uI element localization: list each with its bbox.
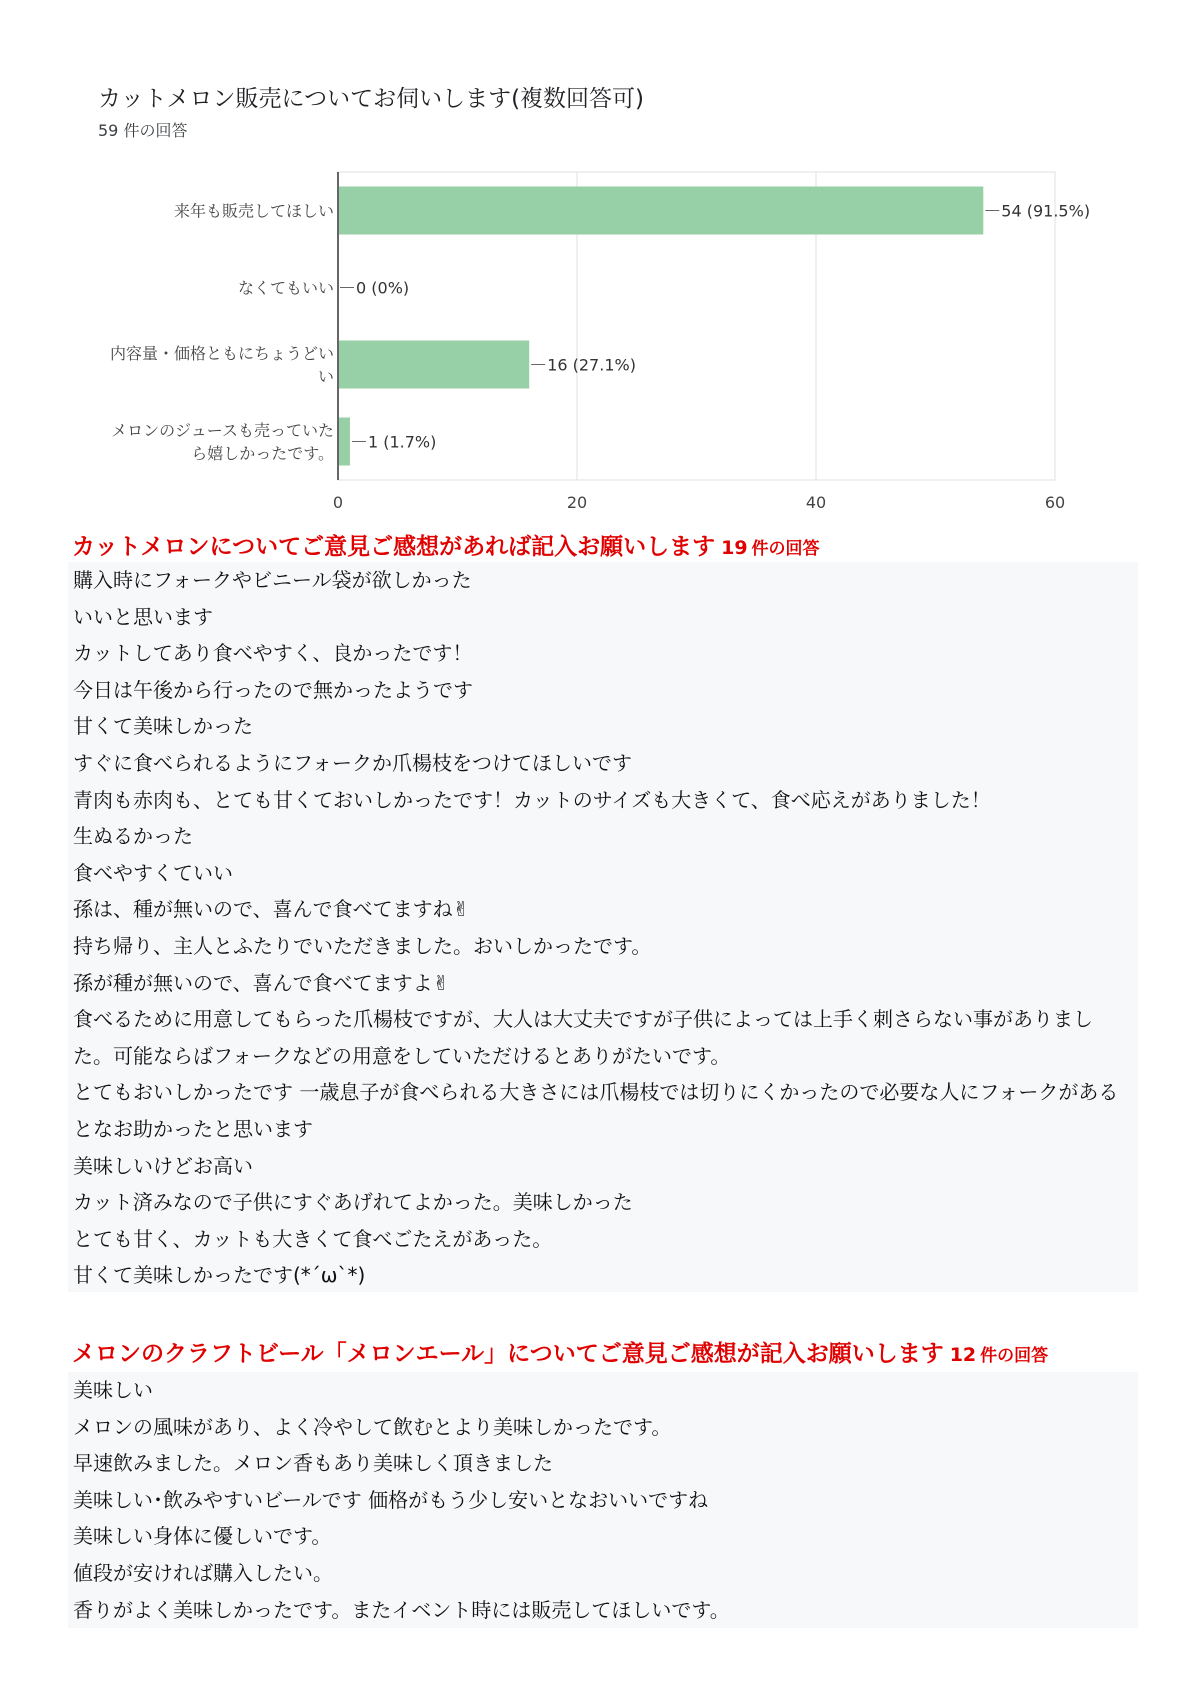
responses-list-cut-melon [68, 562, 1138, 1292]
response-item: 美味しい･飲みやすいビールです 価格がもう少し安いとなおいいですね [73, 1487, 709, 1512]
bar [339, 187, 983, 235]
response-item: 美味しい [73, 1378, 153, 1402]
response-item: とても甘く、カットも大きくて食べごたえがあった。 [73, 1226, 553, 1251]
response-count-suffix: 件の回答 [980, 1346, 1049, 1366]
response-item: カット済みなので子供にすぐあげれてよかった。美味しかった [73, 1190, 633, 1215]
chart-response-count: 59 件の回答 [98, 121, 188, 140]
category-label: なくてもいい [237, 278, 334, 298]
x-tick-label: 0 [332, 493, 344, 510]
response-item: カットしてあり食べやすく、良かったです！ [73, 641, 473, 666]
response-item: 生ぬるかった [73, 824, 193, 849]
section-title: カットメロンについてご意見ご感想があれば記入お願いします [72, 534, 716, 560]
category-label: い [317, 367, 334, 386]
response-item: 値段が安ければ購入したい。 [73, 1560, 333, 1585]
bar [339, 418, 350, 466]
response-item: 香りがよく美味しかったです。またイベント時には販売してほしいです。 [73, 1597, 730, 1622]
category-label: ら嬉しかったです。 [191, 444, 334, 463]
response-item: 今日は午後から行ったので無かったようです [73, 677, 473, 702]
x-tick-label: 20 [566, 493, 588, 510]
data-label: 0 (0%) [356, 278, 410, 298]
section-header-melon-ale [72, 1335, 1048, 1368]
response-count: 12 [949, 1344, 977, 1366]
chart-title: カットメロン販売についてお伺いします(複数回答可) [98, 86, 645, 112]
x-tick-label: 40 [805, 493, 827, 510]
response-item: 孫が種が無いので、喜んで食べてますよ✌ [73, 970, 450, 995]
responses-list-melon-ale [68, 1372, 1138, 1628]
response-count: 19 [721, 537, 748, 559]
response-item: 購入時にフォークやビニール袋が欲しかった [73, 568, 472, 592]
data-label: 16 (27.1%) [547, 355, 636, 375]
response-item: いいと思います [73, 604, 213, 629]
response-item: 青肉も赤肉も、とても甘くておいしかったです！カットのサイズも大きくて、食べ応えがありました！ [73, 787, 991, 812]
response-count-suffix: 件の回答 [751, 539, 820, 559]
section-header-cut-melon [72, 528, 820, 561]
response-item: 食べるために用意してもらった爪楊枝ですが、大人は大丈夫ですが子供によっては上手く刺さらない事がありました。可能ならばフォークなどの用意をしていただけるとありがたいです。 [73, 1007, 1093, 1068]
bar-chart [0, 0, 1200, 510]
data-label: 1 (1.7%) [367, 432, 437, 452]
category-label: メロンのジュースも売っていた [111, 421, 334, 440]
response-item: 孫は、種が無いので、喜んで食べてますね✌ [73, 897, 470, 922]
section-title: メロンのクラフトビール「メロンエール」についてご意見ご感想が記入お願いします [72, 1341, 944, 1367]
response-item: 早速飲みました。メロン香もあり美味しく頂きました [73, 1451, 553, 1476]
category-label: 内容量・価格ともにちょうどい [109, 344, 334, 363]
response-item: 持ち帰り、主人とふたりでいただきました。おいしかったです。 [73, 933, 652, 958]
response-item: とてもおいしかったです 一歳息子が食べられる大きさには爪楊枝では切りにくかったので必要な人にフォークがあるとなお助かったと思います [73, 1080, 1119, 1141]
response-item: メロンの風味があり、よく冷やして飲むとより美味しかったです。 [73, 1414, 672, 1439]
response-item: 甘くて美味しかったです(*´ω`*) [73, 1263, 366, 1288]
response-item: すぐに食べられるようにフォークか爪楊枝をつけてほしいです [73, 750, 632, 775]
bar [339, 341, 529, 389]
data-label: 54 (91.5%) [1001, 201, 1091, 221]
response-item: 美味しいけどお高い [73, 1153, 253, 1178]
response-item: 美味しい身体に優しいです。 [73, 1524, 332, 1549]
response-item: 甘くて美味しかった [73, 714, 253, 739]
category-label: 来年も販売してほしい [173, 201, 334, 221]
x-tick-label: 60 [1044, 493, 1066, 510]
response-item: 食べやすくていい [73, 860, 233, 885]
